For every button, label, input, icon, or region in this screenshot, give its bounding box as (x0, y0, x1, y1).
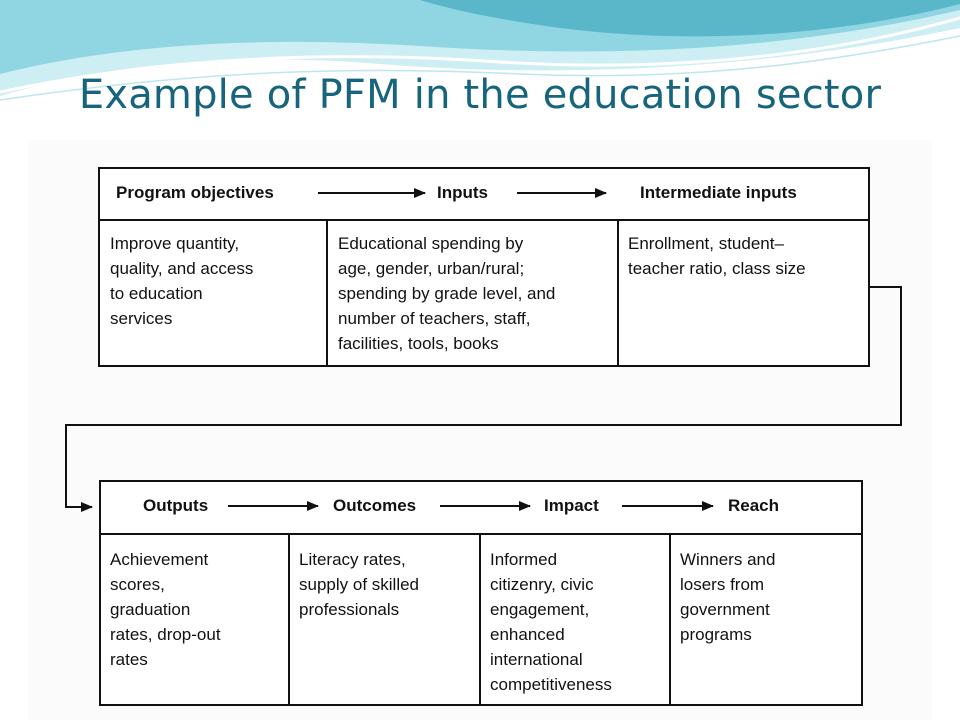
header-outputs: Outputs (143, 496, 209, 515)
cell-impact: Informed citizenry, civic engagement, enhanced international competitiveness (490, 550, 612, 694)
cell-intermediate-inputs: Enrollment, student– teacher ratio, class size (628, 234, 806, 278)
header-intermediate-inputs: Intermediate inputs (640, 183, 797, 202)
header-outcomes: Outcomes (333, 496, 417, 515)
header-impact: Impact (544, 496, 599, 515)
connector-top-to-bottom (66, 287, 901, 507)
header-inputs: Inputs (437, 183, 488, 202)
header-program-objectives: Program objectives (116, 183, 274, 202)
cell-outcomes: Literacy rates, supply of skilled professionals (299, 550, 420, 619)
slide-title: Example of PFM in the education sector (78, 72, 882, 118)
cell-reach: Winners and losers from government programs (680, 550, 776, 644)
header-reach: Reach (728, 496, 780, 515)
cell-program-objectives: Improve quantity, quality, and access to education services (110, 234, 254, 328)
cell-inputs: Educational spending by age, gender, urban/rural; spending by grade level, and number of teachers, staff, facilities, tools, books (338, 234, 556, 353)
cell-outputs: Achievement scores, graduation rates, drop-out rates (110, 550, 221, 669)
